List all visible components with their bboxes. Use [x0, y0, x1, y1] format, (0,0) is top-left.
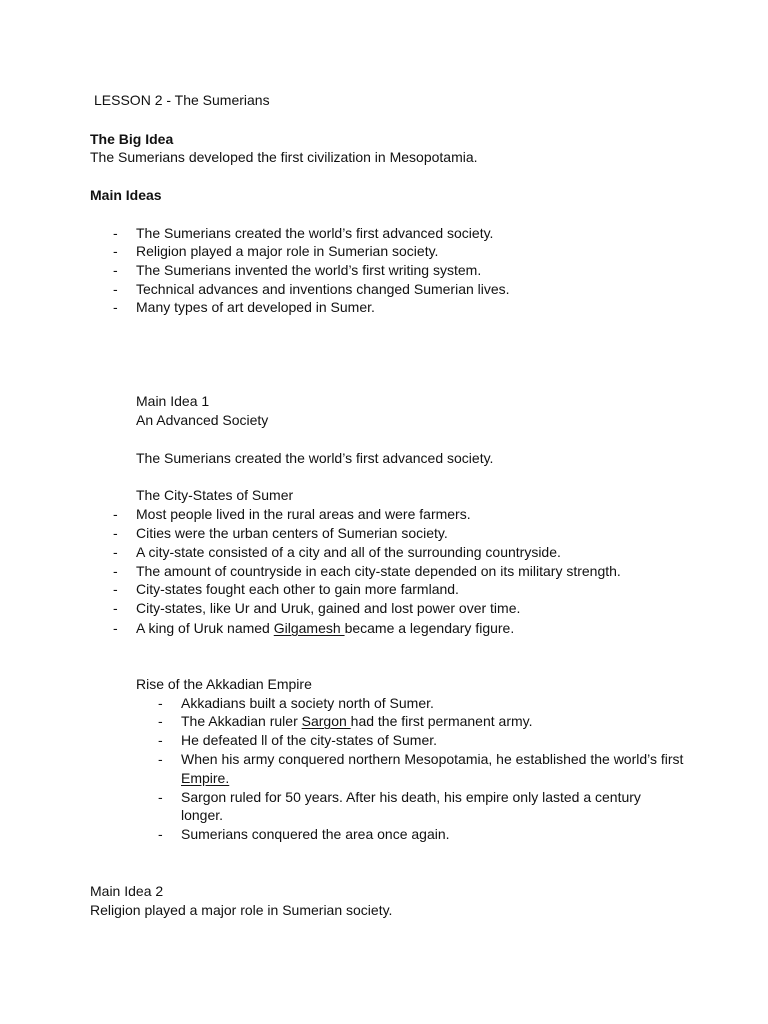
list-item: City-states fought each other to gain more farmland.	[136, 581, 459, 597]
list-bullet: -	[113, 563, 118, 579]
list-bullet: -	[158, 789, 163, 805]
main-ideas-heading: Main Ideas	[90, 187, 162, 203]
list-bullet: -	[113, 620, 118, 636]
sargon-link[interactable]: Sargon	[301, 713, 351, 729]
list-item-continuation: longer.	[181, 807, 224, 823]
list-bullet: -	[113, 299, 118, 315]
page-title: LESSON 2 - The Sumerians	[94, 92, 270, 108]
main-idea-2-text: Religion played a major role in Sumerian society.	[90, 902, 393, 918]
big-idea-heading: The Big Idea	[90, 131, 174, 147]
main-idea-2-label: Main Idea 2	[90, 883, 164, 899]
list-item	[181, 712, 533, 730]
list-bullet: -	[113, 506, 118, 522]
list-item: A city-state consisted of a city and all of the surrounding countryside.	[136, 544, 561, 560]
list-bullet: -	[158, 695, 163, 711]
list-bullet: -	[113, 544, 118, 560]
item-text: The Akkadian ruler	[181, 713, 302, 729]
list-item	[136, 619, 514, 637]
list-bullet: -	[113, 225, 118, 241]
city-states-heading: The City-States of Sumer	[136, 487, 294, 503]
list-bullet: -	[113, 581, 118, 597]
akkadian-heading: Rise of the Akkadian Empire	[136, 676, 312, 692]
item-text: had the first permanent army.	[350, 713, 533, 729]
list-item: City-states, like Ur and Uruk, gained and lost power over time.	[136, 600, 521, 616]
list-item: Religion played a major role in Sumerian society.	[136, 243, 439, 259]
item-text: A king of Uruk named	[136, 620, 274, 636]
list-bullet: -	[113, 525, 118, 541]
list-item: He defeated ll of the city-states of Sumer.	[181, 732, 438, 748]
empire-link[interactable]: Empire.	[181, 770, 230, 786]
list-bullet: -	[158, 751, 163, 767]
list-bullet: -	[113, 262, 118, 278]
list-bullet: -	[158, 732, 163, 748]
list-item: The amount of countryside in each city-state depended on its military strength.	[136, 563, 621, 579]
gilgamesh-link[interactable]: Gilgamesh	[273, 620, 345, 636]
item-text: became a legendary figure.	[344, 620, 515, 636]
list-item: The Sumerians created the world’s first advanced society.	[136, 225, 494, 241]
list-item: When his army conquered northern Mesopotamia, he established the world’s first	[181, 751, 684, 767]
list-item: Sargon ruled for 50 years. After his death, his empire only lasted a century	[181, 789, 641, 805]
list-bullet: -	[158, 713, 163, 729]
list-item: Most people lived in the rural areas and were farmers.	[136, 506, 471, 522]
list-item: Cities were the urban centers of Sumerian society.	[136, 525, 448, 541]
list-item: Technical advances and inventions changed Sumerian lives.	[136, 281, 510, 297]
main-idea-1-label: Main Idea 1	[136, 393, 210, 409]
list-bullet: -	[158, 826, 163, 842]
list-item: The Sumerians invented the world’s first writing system.	[136, 262, 482, 278]
list-item: Sumerians conquered the area once again.	[181, 826, 450, 842]
main-idea-1-summary: The Sumerians created the world’s first advanced society.	[136, 450, 494, 466]
list-bullet: -	[113, 243, 118, 259]
list-item: Akkadians built a society north of Sumer.	[181, 695, 434, 711]
list-bullet: -	[113, 281, 118, 297]
big-idea-text: The Sumerians developed the first civilization in Mesopotamia.	[90, 149, 478, 165]
main-idea-1-title: An Advanced Society	[136, 412, 269, 428]
list-bullet: -	[113, 600, 118, 616]
list-item: Many types of art developed in Sumer.	[136, 299, 375, 315]
